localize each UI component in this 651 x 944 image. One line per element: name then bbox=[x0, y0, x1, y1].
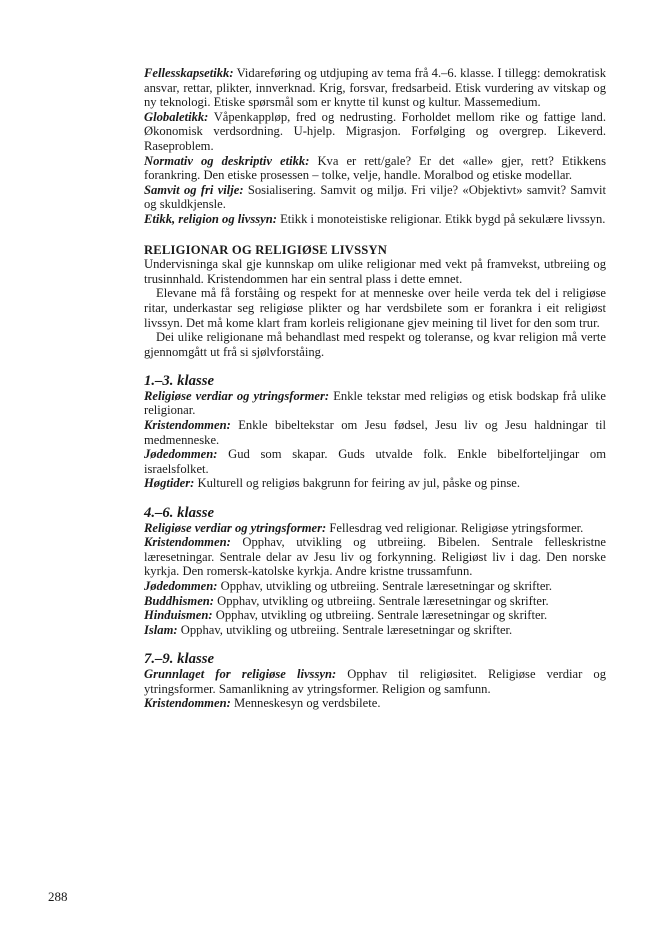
entry-term: Kristendommen: bbox=[144, 696, 231, 711]
entry-text: Kulturell og religiøs bakgrunn for feiring av jul, påske og pinse. bbox=[197, 476, 521, 491]
entry-term: Samvit og fri vilje: bbox=[144, 182, 244, 197]
entry-jodedommen bbox=[144, 579, 606, 594]
grade-heading-1-3: 1.–3. klasse bbox=[144, 373, 214, 390]
entry-term: Globaletikk: bbox=[144, 109, 209, 124]
section-paragraph: Dei ulike religionane må behandlast med respekt og toleranse, og kvar religion må verte gjennomgått ut frå si sjølvforståing. bbox=[144, 330, 606, 359]
entry-text: Gud som skapar. Guds utvalde folk. Enkle bibelforteljingar om israelsfolket. bbox=[144, 447, 606, 476]
entry-text: Opphav, utvikling og utbreiing. Bibelen. Sentrale felleskristne læresetningar. Sentrale delar av Jesu liv og forkynning. Religiøst liv i dag. Den norske kyrkja. Den romersk-katolske kyrkja. Andre kristne trussamfunn. bbox=[144, 535, 606, 579]
entry-kristendommen bbox=[144, 696, 606, 711]
entry-religiose-verdiar bbox=[144, 521, 606, 536]
entry-grunnlaget bbox=[144, 667, 606, 696]
page-number: 288 bbox=[48, 889, 68, 904]
entry-text: Fellesdrag ved religionar. Religiøse ytringsformer. bbox=[329, 520, 584, 535]
entry-text: Menneskesyn og verdsbilete. bbox=[233, 696, 381, 711]
entry-term: Hinduismen: bbox=[144, 608, 213, 623]
entry-term: Religiøse verdiar og ytringsformer: bbox=[144, 520, 327, 535]
entry-islam bbox=[144, 623, 606, 638]
entry-hogtider bbox=[144, 476, 606, 491]
entry-text: Opphav, utvikling og utbreiing. Sentrale læresetningar og skrifter. bbox=[180, 622, 513, 637]
entry-term: Grunnlaget for religiøse livssyn: bbox=[144, 666, 337, 681]
page-content bbox=[144, 66, 606, 711]
section-paragraph: Undervisninga skal gje kunnskap om ulike religionar med vekt på framvekst, utbreiing og trusinnhald. Kristendommen har ein sentral plass i dette emnet. bbox=[144, 257, 606, 286]
entry-text: Kva er rett/gale? Er det «alle» gjer, rett? Etikkens forankring. Den etiske prosessen – tolke, velje, handle. Moralbod og etiske modellar. bbox=[144, 153, 606, 183]
entry-term: Etikk, religion og livssyn: bbox=[144, 211, 277, 226]
entry-text: Enkle tekstar med religiøs og etisk bodskap frå ulike religionar. bbox=[144, 388, 606, 418]
entry-kristendommen bbox=[144, 535, 606, 579]
entry-normativ-etikk bbox=[144, 154, 606, 183]
entry-text: Opphav, utvikling og utbreiing. Sentrale læresetningar og skrifter. bbox=[220, 579, 553, 593]
grade-heading-4-6: 4.–6. klasse bbox=[144, 505, 214, 522]
entry-hinduismen bbox=[144, 608, 606, 623]
entry-text: Våpenkappløp, fred og nedrusting. Forholdet mellom rike og fattige land. Økonomisk verdsordning. U-hjelp. Migrasjon. Forfølging og overgrep. Likeverd. Raseproblem. bbox=[144, 109, 607, 153]
entry-text: Enkle bibeltekstar om Jesu fødsel, Jesu liv og Jesu haldningar til medmenneske. bbox=[144, 418, 606, 447]
entry-term: Kristendommen: bbox=[144, 418, 231, 433]
entry-text: Opphav, utvikling og utbreiing. Sentrale læresetningar og skrifter. bbox=[215, 608, 548, 623]
entry-term: Religiøse verdiar og ytringsformer: bbox=[144, 388, 330, 403]
entry-text: Sosialisering. Samvit og miljø. Fri vilje? «Objektivt» samvit? Samvit og skuldkjensle. bbox=[144, 182, 606, 212]
entry-religiose-verdiar bbox=[144, 389, 606, 418]
section-paragraph: Elevane må få forståing og respekt for at menneske over heile verda tek del i religiøse ritar, underkastar seg religiøse plikter og har verdsbilete som er forankra i eit religiøst livssyn. Det må kome klart fram korleis religionane gjev meining til livet for den som trur. bbox=[144, 286, 606, 330]
entry-buddhismen bbox=[144, 594, 606, 609]
grade-heading-7-9: 7.–9. klasse bbox=[144, 651, 214, 668]
intro-entries bbox=[144, 66, 606, 227]
entry-globaletikk bbox=[144, 110, 606, 154]
entry-text: Opphav, utvikling og utbreiing. Sentrale læresetningar og skrifter. bbox=[217, 593, 549, 608]
entry-term: Jødedommen: bbox=[144, 447, 218, 462]
entry-term: Normativ og deskriptiv etikk: bbox=[144, 153, 310, 168]
entry-etikk-religion bbox=[144, 212, 606, 227]
entry-term: Islam: bbox=[144, 622, 178, 637]
entry-term: Buddhismen: bbox=[144, 593, 214, 608]
entry-samvit bbox=[144, 183, 606, 212]
entry-term: Fellesskapsetikk: bbox=[144, 66, 234, 80]
entry-fellesskapsetikk bbox=[144, 66, 606, 110]
entry-term: Høgtider: bbox=[144, 476, 195, 491]
entry-jodedommen bbox=[144, 447, 606, 476]
entry-term: Kristendommen: bbox=[144, 535, 231, 550]
entry-kristendommen bbox=[144, 418, 606, 447]
section-title: RELIGIONAR OG RELIGIØSE LIVSSYN bbox=[144, 242, 388, 257]
entry-text: Opphav til religiøsitet. Religiøse verdiar og ytringsformer. Samanlikning av ytringsformer. Religion og samfunn. bbox=[144, 666, 606, 696]
entry-text: Vidareføring og utdjuping av tema frå 4.–6. klasse. I tillegg: demokratisk ansvar, rettar, plikter, innverknad. Krig, forsvar, fredsarbeid. Etisk vurdering av vitskap og ny teknologi. Etiske spørsmål som er knytte til kunst og kultur. Massemedium. bbox=[144, 66, 606, 110]
entry-text: Etikk i monoteistiske religionar. Etikk bygd på sekulære livssyn. bbox=[280, 211, 606, 226]
entry-term: Jødedommen: bbox=[144, 579, 218, 593]
